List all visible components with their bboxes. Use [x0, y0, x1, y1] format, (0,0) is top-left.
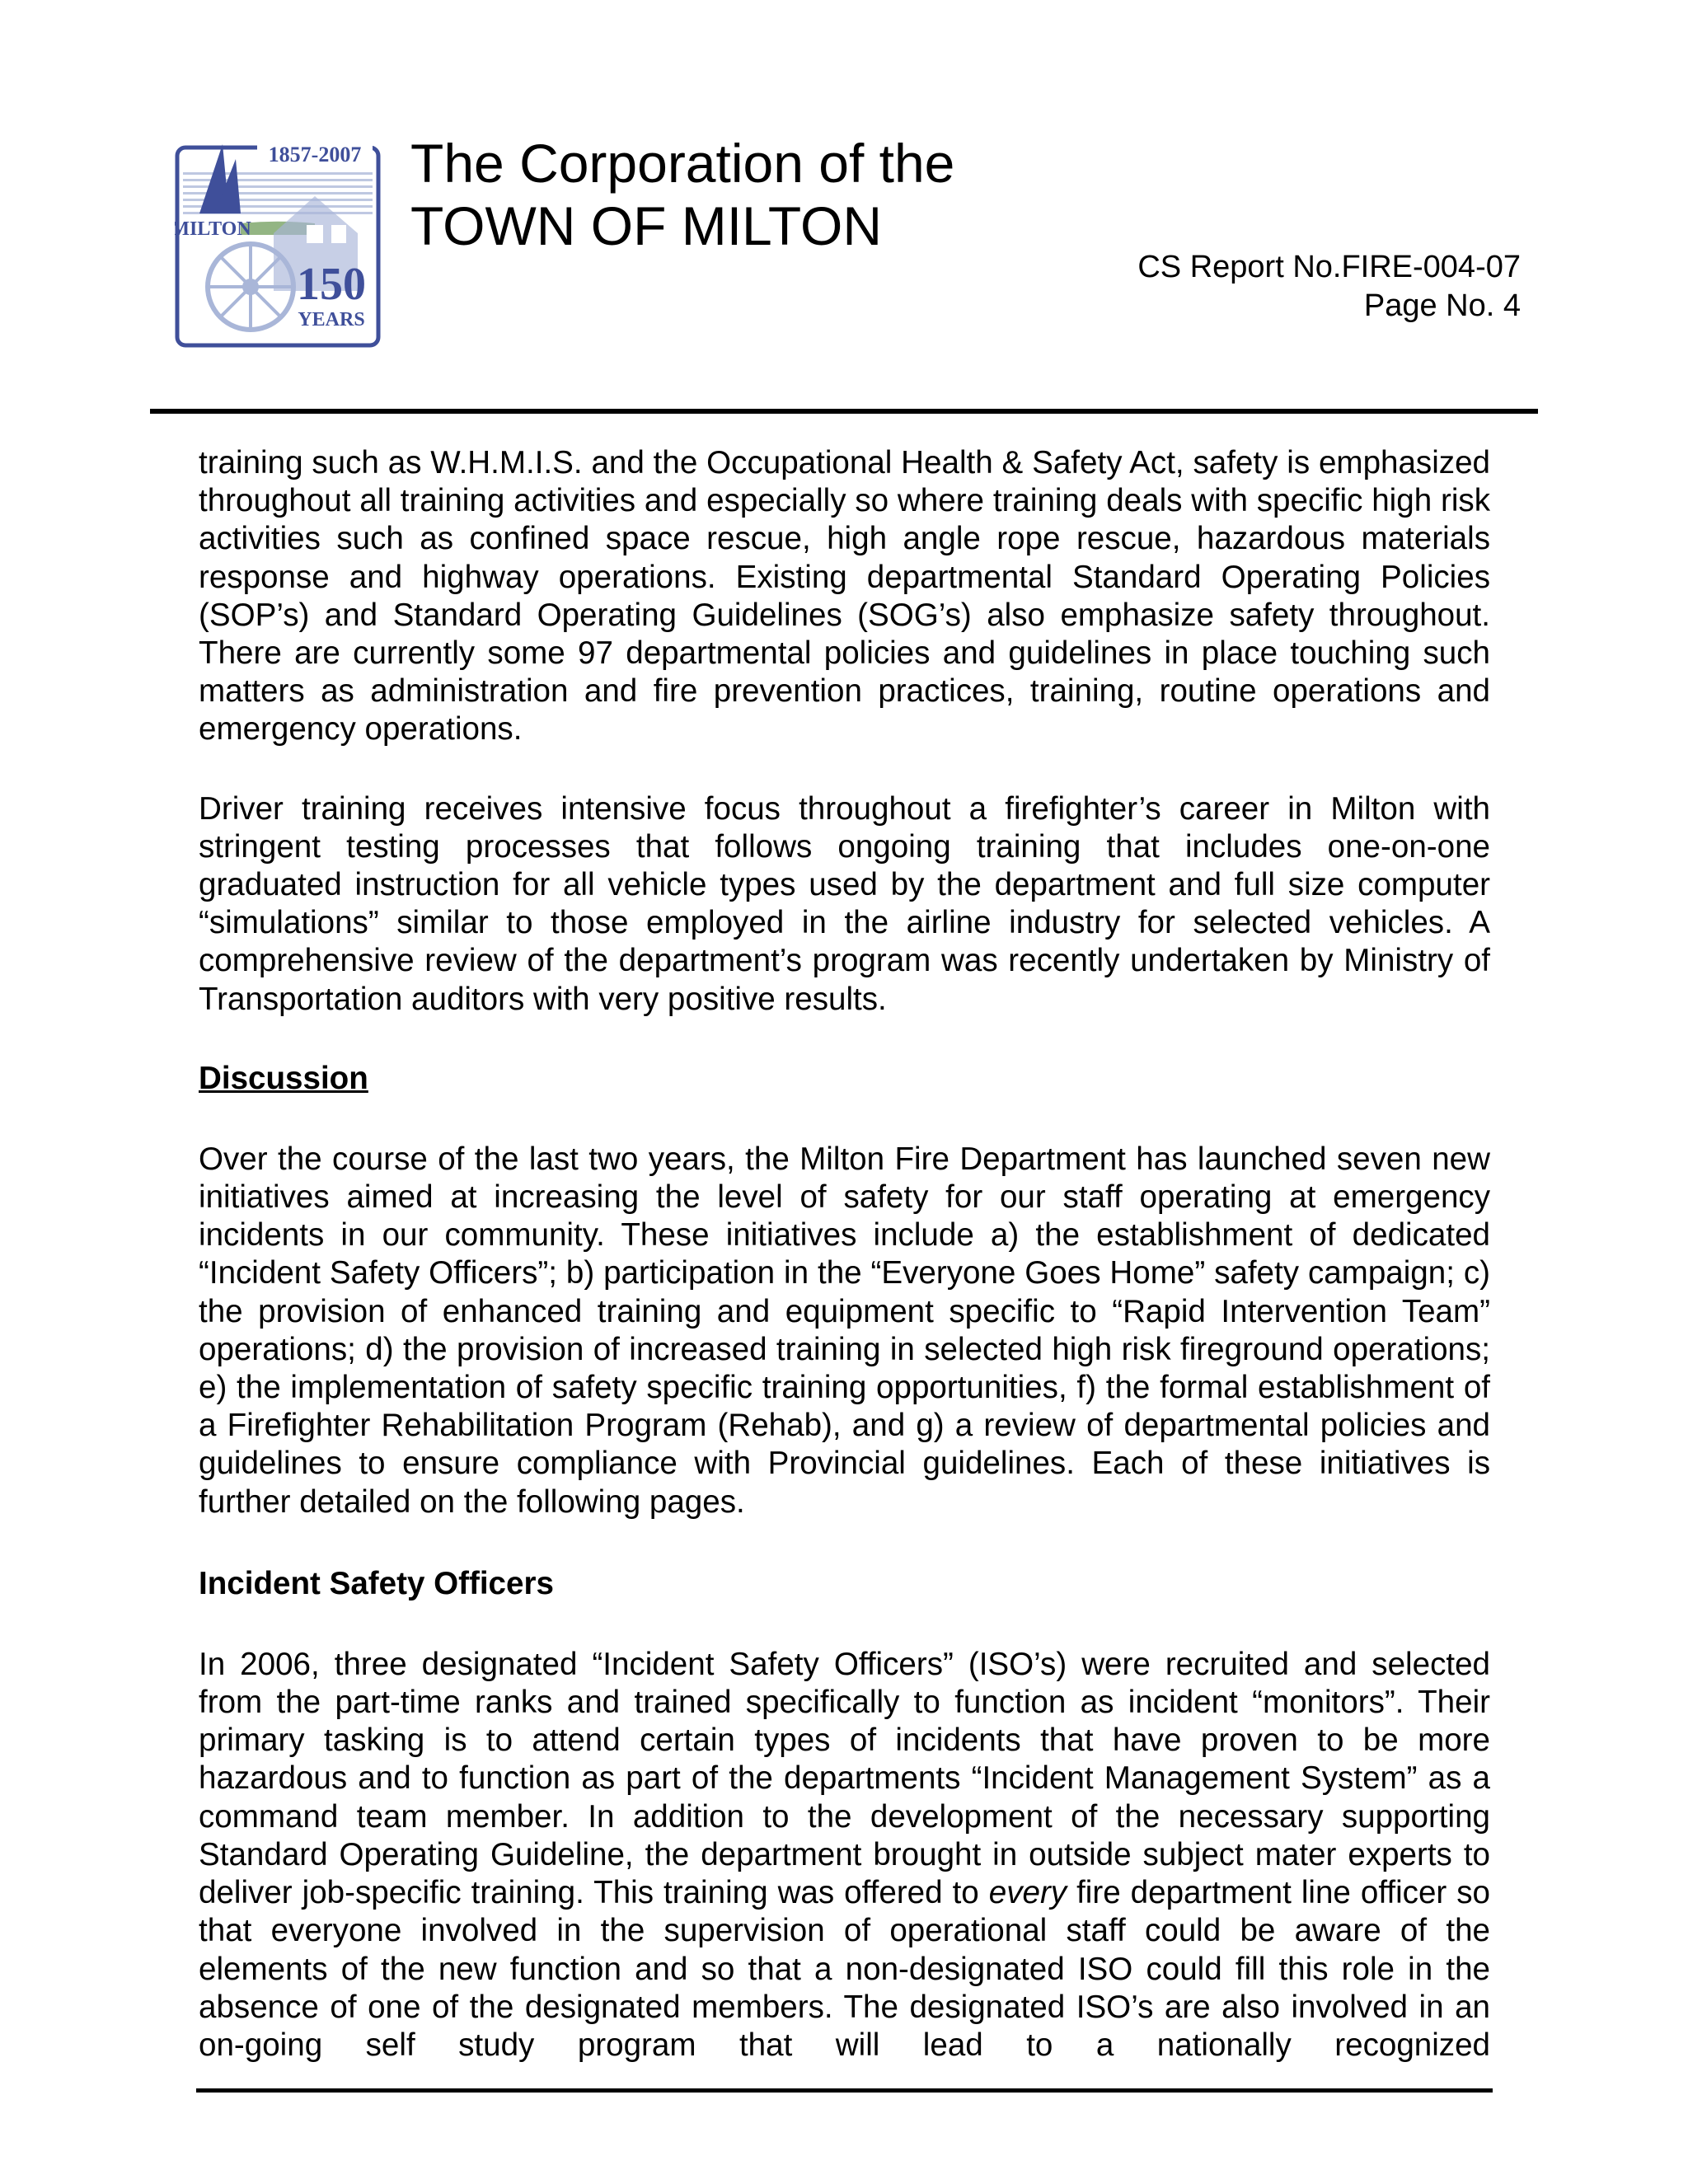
paragraph-incident-safety-officers [199, 1646, 1490, 2064]
page-title [410, 132, 954, 257]
title-line-2: TOWN OF MILTON [410, 195, 882, 256]
logo-anniversary-word: YEARS [298, 309, 365, 330]
paragraph-safety-training: training such as W.H.M.I.S. and the Occupational Health & Safety Act, safety is emphasized throughout all training activities and especially so where training deals with specific high risk activities such as confined space rescue, high angle rope rescue, hazardous materials response and highway operations. Existing departmental Standard Operating Policies (SOP’s) and Standard Operating Guidelines (SOG’s) also emphasize safety throughout. There are currently some 97 departmental policies and guidelines in place touching such matters as administration and fire prevention practices, training, routine operations and emergency operations. [199, 445, 1490, 748]
logo-anniversary-number: 150 [297, 259, 366, 310]
report-number: CS Report No.FIRE-004-07 [1137, 250, 1521, 284]
iso-text-part-1: In 2006, three designated “Incident Safety Officers” (ISO’s) were recruited and selected from the part-time ranks and trained specifically to function as incident “monitors”. Their primary tasking is to attend certain types of incidents that have proven to be more hazardous and to function as part of the departments “Incident Management System” as a command team member. In addition to the development of the necessary supporting Standard Operating Guideline, the department brought in outside subject mater experts to deliver job-specific training. This training was offered to [199, 1646, 1490, 1911]
paragraph-initiatives: Over the course of the last two years, the Milton Fire Department has launched seven new initiatives aimed at increasing the level of safety for our staff operating at emergency incidents in our community. These initiatives include a) the establishment of dedicated “Incident Safety Officers”; b) participation in the “Everyone Goes Home” safety campaign; c) the provision of enhanced training and equipment specific to “Rapid Intervention Team” operations; d) the provision of increased training in selected high risk fireground operations; e) the implementation of safety specific training opportunities, f) the formal establishment of a Firefighter Rehabilitation Program (Rehab), and g) a review of departmental policies and guidelines to ensure compliance with Provincial guidelines. Each of these initiatives is further detailed on the following pages. [199, 1141, 1490, 1520]
incident-safety-officers-heading: Incident Safety Officers [199, 1565, 554, 1601]
header-divider [150, 409, 1538, 414]
document-body [199, 444, 1490, 2064]
logo-years-text: 1857-2007 [268, 143, 362, 166]
town-of-milton-150-years-logo [175, 134, 381, 349]
iso-text-emphasis: every [988, 1875, 1067, 1911]
page-number: Page No. 4 [1363, 288, 1521, 323]
logo-town-text: MILTON [175, 218, 251, 240]
title-line-1: The Corporation of the [410, 133, 955, 194]
footer-divider [196, 2088, 1493, 2093]
paragraph-driver-training: Driver training receives intensive focus throughout a firefighter’s career in Milton with stringent testing processes that follows ongoing training that includes one-on-one graduated instruction for all vehicle types used by the department and full size computer “simulations” similar to those employed in the airline industry for selected vehicles. A comprehensive review of the department’s program was recently undertaken by Ministry of Transportation auditors with very positive results. [199, 790, 1490, 1017]
discussion-heading: Discussion [199, 1060, 368, 1096]
report-info [1137, 248, 1521, 326]
iso-text-part-2: fire department line officer so that everyone involved in the supervision of operational staff could be aware of the elements of the new function and so that a non-designated ISO could fill this role in the absence of one of the designated members. The designated ISO’s are also involved in an on-going self study program that will lead to a nationally recognized [199, 1875, 1490, 2063]
